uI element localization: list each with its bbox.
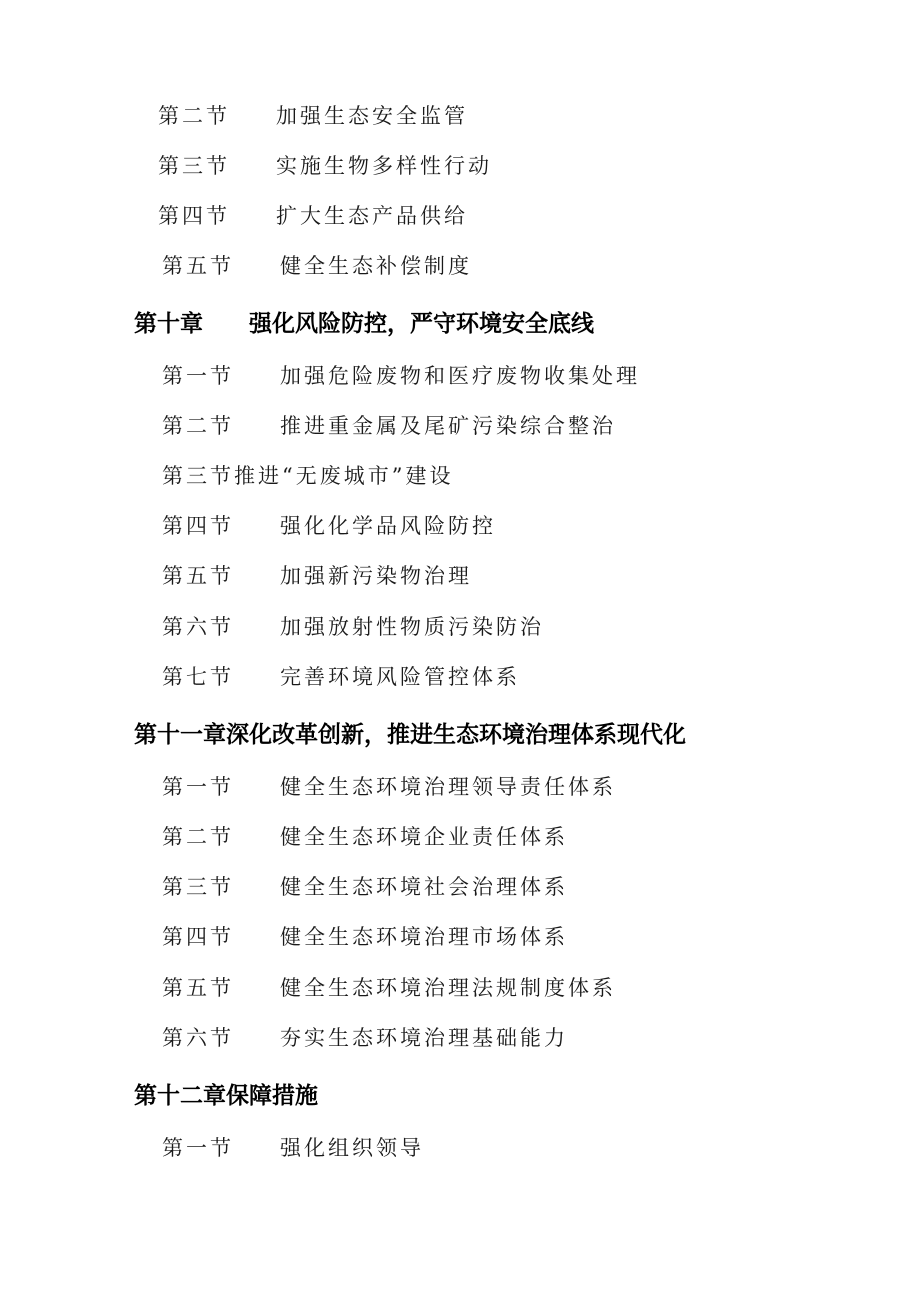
toc-section (162, 978, 616, 999)
toc-section (162, 1138, 424, 1159)
toc-section (158, 206, 468, 227)
section-number: 第一节 (162, 775, 234, 799)
toc-section (162, 466, 453, 487)
toc-section (162, 877, 568, 898)
toc-section (162, 566, 472, 587)
section-title: 健全生态环境社会治理体系 (280, 875, 568, 899)
section-number: 第四节 (162, 514, 234, 538)
section-number: 第四节 (158, 204, 230, 228)
section-title: 健全生态环境企业责任体系 (280, 825, 568, 849)
toc-chapter (134, 1085, 318, 1108)
section-number: 第五节 (162, 254, 234, 278)
toc-section (158, 156, 492, 177)
section-title: 扩大生态产品供给 (276, 204, 468, 228)
section-title: 强化化学品风险防控 (280, 514, 496, 538)
section-title: 健全生态环境治理领导责任体系 (280, 775, 616, 799)
toc-section (162, 416, 616, 437)
chapter-number: 第十二章 (134, 1083, 226, 1109)
toc-section (162, 1028, 568, 1049)
section-title: 强化组织领导 (280, 1136, 424, 1160)
section-number: 第四节 (162, 925, 234, 949)
toc-section (162, 927, 568, 948)
section-number: 第七节 (162, 665, 234, 689)
section-title: 推进重金属及尾矿污染综合整治 (280, 414, 616, 438)
chapter-number: 第十一章 (134, 722, 226, 748)
toc-section (162, 667, 520, 688)
toc-section (162, 516, 496, 537)
section-title: 实施生物多样性行动 (276, 154, 492, 178)
section-number: 第三节推进 (162, 464, 282, 488)
chapter-number: 第十章 (134, 311, 203, 337)
section-title: 加强新污染物治理 (280, 564, 472, 588)
section-title: 加强危险废物和医疗废物收集处理 (280, 364, 640, 388)
chapter-title: 保障措施 (226, 1083, 318, 1109)
section-title: 加强放射性物质污染防治 (280, 615, 544, 639)
toc-section (162, 777, 616, 798)
section-number: 第六节 (162, 1026, 234, 1050)
toc-chapter (134, 724, 686, 747)
section-title: 健全生态补偿制度 (280, 254, 472, 278)
toc-section (162, 827, 568, 848)
section-number: 第一节 (162, 364, 234, 388)
toc-section (162, 617, 544, 638)
chapter-title: 深化改革创新，推进生态环境治理体系现代化 (226, 722, 686, 748)
section-number: 第一节 (162, 1136, 234, 1160)
section-number: 第二节 (158, 104, 230, 128)
section-title: 健全生态环境治理法规制度体系 (280, 976, 616, 1000)
section-number: 第五节 (162, 976, 234, 1000)
section-title: 加强生态安全监管 (276, 104, 468, 128)
toc-section (162, 366, 640, 387)
section-number: 第二节 (162, 825, 234, 849)
section-number: 第三节 (162, 875, 234, 899)
toc-section (158, 106, 468, 127)
section-number: 第五节 (162, 564, 234, 588)
section-title: 健全生态环境治理市场体系 (280, 925, 568, 949)
section-title: 夯实生态环境治理基础能力 (280, 1026, 568, 1050)
section-number: 第二节 (162, 414, 234, 438)
section-number: 第三节 (158, 154, 230, 178)
chapter-title: 强化风险防控，严守环境安全底线 (249, 311, 594, 337)
toc-chapter (134, 313, 594, 336)
section-title: 完善环境风险管控体系 (280, 665, 520, 689)
toc-section (162, 256, 472, 277)
section-title: “无废城市”建设 (282, 464, 454, 488)
section-number: 第六节 (162, 615, 234, 639)
